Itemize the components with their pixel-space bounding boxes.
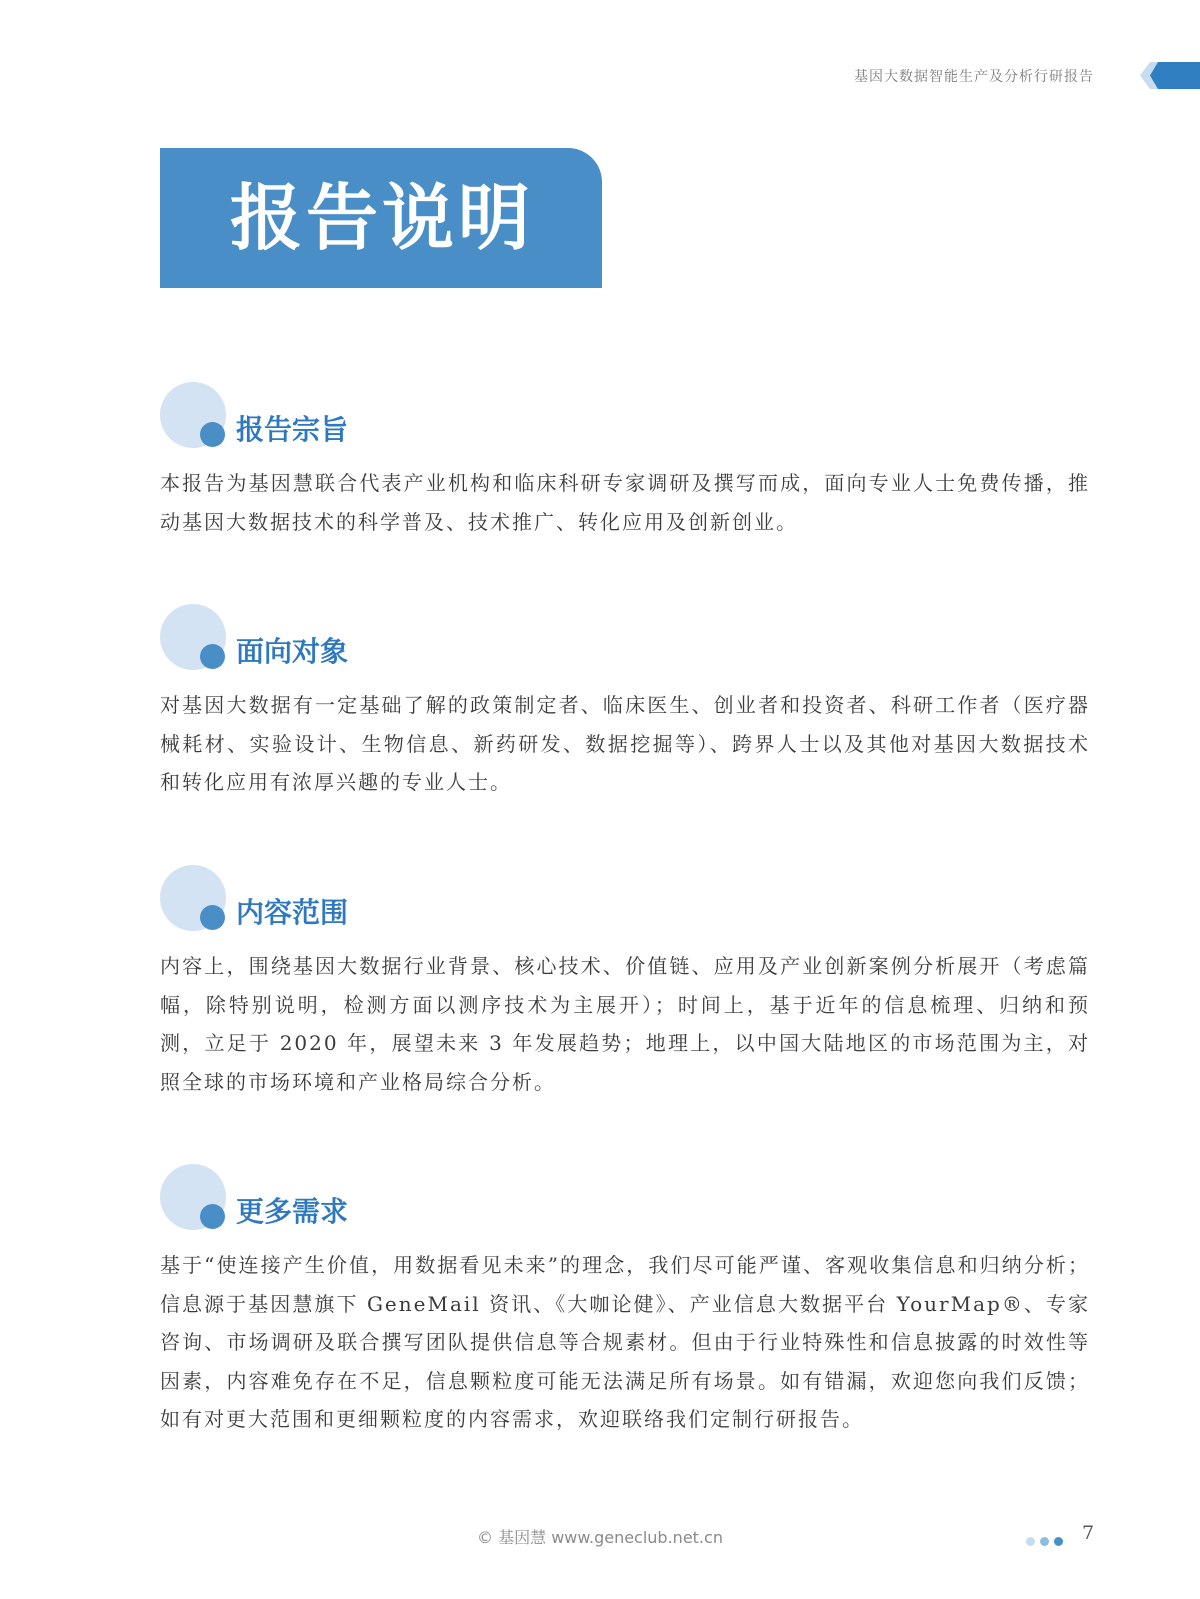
title-banner — [160, 148, 602, 288]
section-body: 内容上，围绕基因大数据行业背景、核心技术、价值链、应用及产业创新案例分析展开（考虑篇幅，除特别说明，检测方面以测序技术为主展开）；时间上，基于近年的信息梳理、归纳和预测，立足于 2020 年，展望未来 3 年发展趋势；地理上，以中国大陆地区的市场范围为主，对照全球的市场环境和产业格局综合分析。 — [160, 954, 1090, 1094]
section-audience — [160, 604, 1090, 802]
dot-icon — [1040, 1537, 1049, 1546]
section-title: 内容范围 — [236, 896, 349, 929]
section-body: 基于“使连接产生价值，用数据看见未来”的理念，我们尽可能严谨、客观收集信息和归纳分析；信息源于基因慧旗下 GeneMail 资讯、《大咖论健》、产业信息大数据平台 YourMap®、专家咨询、市场调研及联合撰写团队提供信息等合规素材。但由于行业特殊性和信息披露的时效性等因素，内容难免存在不足，信息颗粒度可能无法满足所有场景。如有错漏，欢迎您向我们反馈；如有对更大范围和更细颗粒度的内容需求，欢迎联络我们定制行研报告。 — [160, 1253, 1090, 1431]
section-body: 对基因大数据有一定基础了解的政策制定者、临床医生、创业者和投资者、科研工作者（医疗器械耗材、实验设计、生物信息、新药研发、数据挖掘等）、跨界人士以及其他对基因大数据技术和转化应用有浓厚兴趣的专业人士。 — [160, 693, 1090, 794]
footer-copyright: © 基因慧 www.geneclub.net.cn — [477, 1528, 723, 1547]
dot-icon — [1026, 1537, 1035, 1546]
dot-decoration-icon — [200, 422, 225, 447]
header-tab-icon — [1140, 62, 1200, 89]
page-dots-decoration — [1026, 1531, 1068, 1550]
section-scope — [160, 865, 1090, 1101]
section-more-needs — [160, 1164, 1090, 1439]
section-heading-row — [160, 1164, 1090, 1232]
page-number: 7 — [1082, 1522, 1095, 1544]
dot-decoration-icon — [200, 905, 225, 930]
section-title: 报告宗旨 — [236, 413, 349, 446]
section-title: 面向对象 — [236, 635, 349, 668]
page-title: 报告说明 — [230, 176, 535, 260]
section-heading-row — [160, 382, 1090, 450]
section-title: 更多需求 — [236, 1195, 349, 1228]
section-purpose — [160, 382, 1090, 541]
section-heading-row — [160, 604, 1090, 672]
dot-decoration-icon — [200, 644, 225, 669]
dot-icon — [1054, 1537, 1063, 1546]
dot-decoration-icon — [200, 1204, 225, 1229]
running-header-title: 基因大数据智能生产及分析行研报告 — [854, 69, 1094, 85]
section-heading-row — [160, 865, 1090, 933]
section-body: 本报告为基因慧联合代表产业机构和临床科研专家调研及撰写而成，面向专业人士免费传播，推动基因大数据技术的科学普及、技术推广、转化应用及创新创业。 — [160, 471, 1090, 534]
